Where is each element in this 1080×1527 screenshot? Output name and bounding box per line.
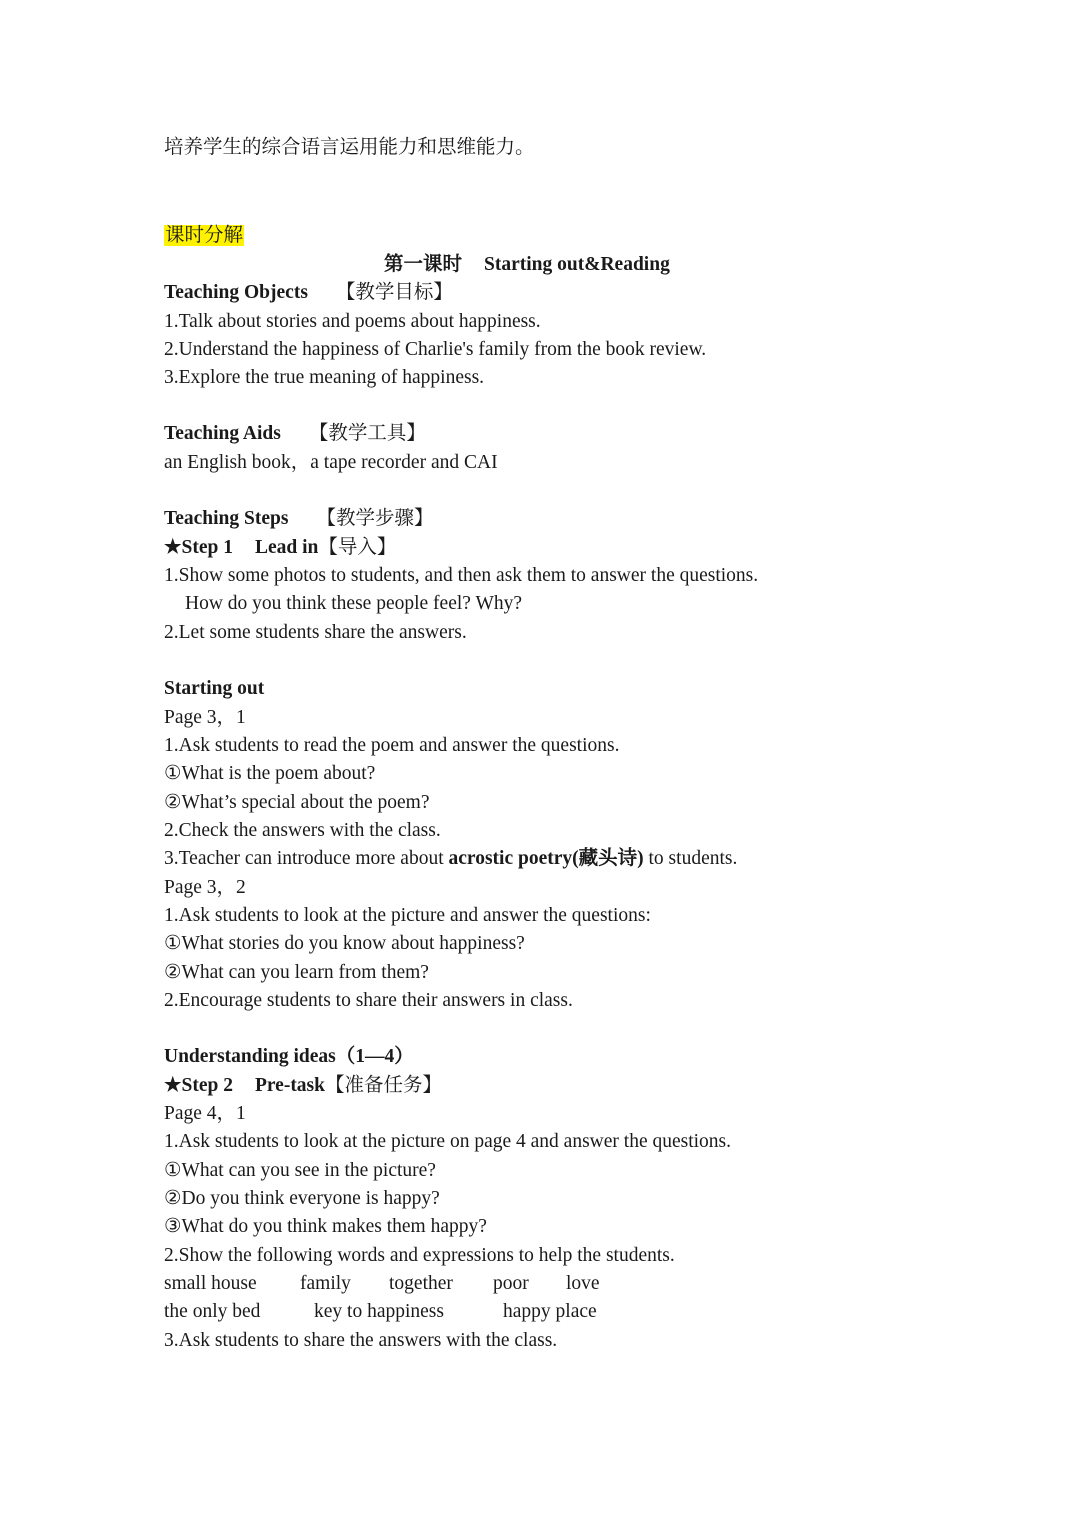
aids-heading-en: Teaching Aids xyxy=(164,423,281,444)
step1-label: ★Step 1 xyxy=(164,537,233,558)
section-label-highlight: 课时分解 xyxy=(165,225,244,246)
step1-heading xyxy=(164,534,396,562)
objects-item: 2.Understand the happiness of Charlie's family from the book review. xyxy=(164,339,707,360)
steps-heading-cn: 【教学步骤】 xyxy=(316,508,434,529)
objects-heading xyxy=(164,279,453,307)
steps-heading xyxy=(164,505,433,533)
step2-heading xyxy=(164,1072,442,1100)
starting-out-item: ①What stories do you know about happiness? xyxy=(164,933,525,954)
objects-item: 1.Talk about stories and poems about happiness. xyxy=(164,311,541,332)
understanding-item: 1.Ask students to look at the picture on page 4 and answer the questions. xyxy=(164,1131,732,1152)
word-row xyxy=(164,1298,597,1326)
understanding-heading: Understanding ideas（1—4） xyxy=(164,1046,414,1067)
understanding-item: 3.Ask students to share the answers with the class. xyxy=(164,1330,558,1351)
step1-item: 1.Show some photos to students, and then ask them to answer the questions. xyxy=(164,565,759,586)
word-item: key to happiness xyxy=(314,1301,444,1322)
aids-heading xyxy=(164,420,426,448)
word-item: love xyxy=(566,1273,600,1294)
page-ref: Page 4，1 xyxy=(164,1103,246,1124)
starting-out-item: 1.Ask students to look at the picture and answer the questions: xyxy=(164,905,651,926)
starting-out-item: ②What can you learn from them? xyxy=(164,962,429,983)
step2-name: Pre-task xyxy=(254,1075,325,1096)
lesson-title-en: Starting out&Reading xyxy=(484,254,670,275)
understanding-item: 2.Show the following words and expressions to help the students. xyxy=(164,1245,675,1266)
starting-out-item: 2.Check the answers with the class. xyxy=(164,820,441,841)
steps-heading-en: Teaching Steps xyxy=(164,508,289,529)
step2-name-cn: 【准备任务】 xyxy=(325,1075,443,1096)
word-item: small house xyxy=(164,1273,257,1294)
item-text: 3.Teacher can introduce more about xyxy=(164,848,449,869)
page-ref: Page 3，2 xyxy=(164,877,246,898)
starting-out-item: 2.Encourage students to share their answers in class. xyxy=(164,990,573,1011)
word-row xyxy=(164,1270,600,1298)
starting-out-item xyxy=(164,845,737,873)
objects-heading-en: Teaching Objects xyxy=(164,282,308,303)
word-item: the only bed xyxy=(164,1301,261,1322)
step1-item: 2.Let some students share the answers. xyxy=(164,622,467,643)
starting-out-item: ②What’s special about the poem? xyxy=(164,792,430,813)
item-term: acrostic poetry(藏头诗) xyxy=(448,848,644,869)
word-item: poor xyxy=(493,1273,529,1294)
starting-out-item: ①What is the poem about? xyxy=(164,763,376,784)
section-label xyxy=(164,222,244,250)
lesson-title-cn: 第一课时 xyxy=(384,254,463,275)
aids-text: an English book，a tape recorder and CAI xyxy=(164,452,498,473)
starting-out-item: 1.Ask students to read the poem and answer the questions. xyxy=(164,735,620,756)
word-item: together xyxy=(389,1273,453,1294)
lesson-title xyxy=(384,251,670,279)
starting-out-heading: Starting out xyxy=(164,678,265,699)
word-item: family xyxy=(300,1273,351,1294)
understanding-item: ②Do you think everyone is happy? xyxy=(164,1188,440,1209)
understanding-item: ③What do you think makes them happy? xyxy=(164,1216,487,1237)
understanding-item: ①What can you see in the picture? xyxy=(164,1160,436,1181)
word-item: happy place xyxy=(503,1301,597,1322)
step1-name-cn: 【导入】 xyxy=(318,537,397,558)
objects-item: 3.Explore the true meaning of happiness. xyxy=(164,367,485,388)
page-ref: Page 3，1 xyxy=(164,707,246,728)
intro-line: 培养学生的综合语言运用能力和思维能力。 xyxy=(164,137,535,158)
step1-item: How do you think these people feel? Why? xyxy=(185,593,523,614)
aids-heading-cn: 【教学工具】 xyxy=(308,423,426,444)
step1-name: Lead in xyxy=(254,537,319,558)
objects-heading-cn: 【教学目标】 xyxy=(335,282,453,303)
item-text: to students. xyxy=(643,848,738,869)
step2-label: ★Step 2 xyxy=(164,1075,233,1096)
